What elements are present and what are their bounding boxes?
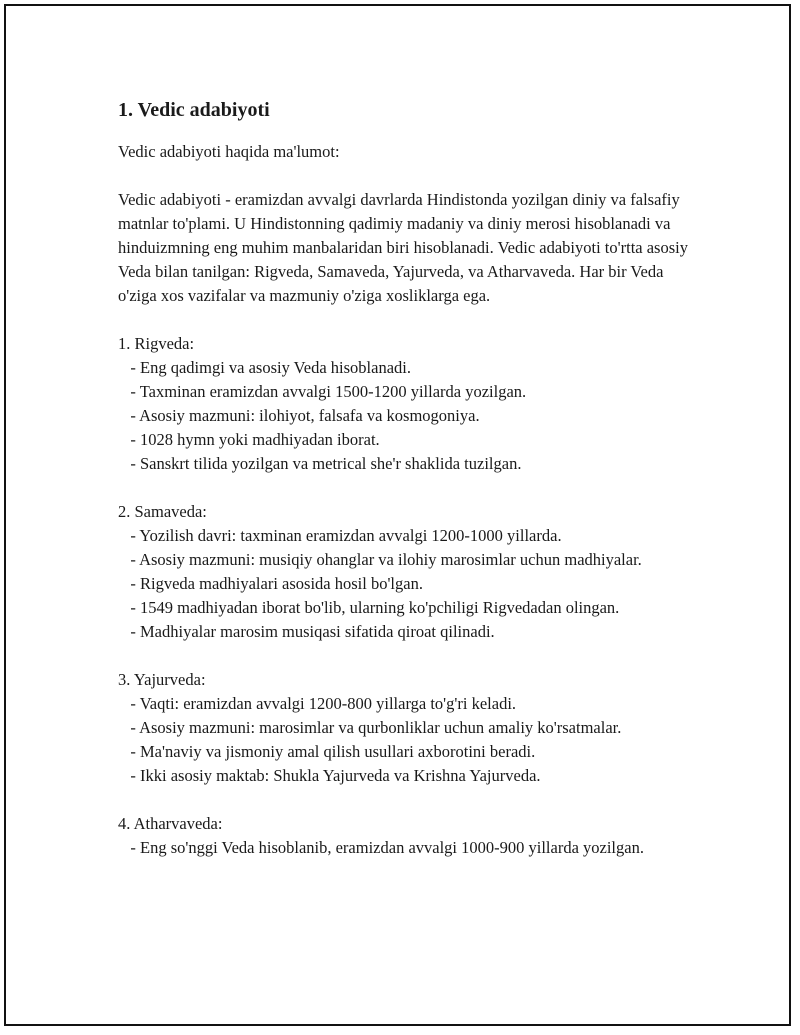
list-item: - Asosiy mazmuni: marosimlar va qurbonliklar uchun amaliy ko'rsatmalar. [118, 718, 622, 737]
list-item: - Madhiyalar marosim musiqasi sifatida qiroat qilinadi. [118, 622, 495, 641]
list-item: - 1028 hymn yoki madhiyadan iborat. [118, 430, 380, 449]
list-item: - Ikki asosiy maktab: Shukla Yajurveda va Krishna Yajurveda. [118, 766, 541, 785]
section-title: 4. Atharvaveda: [118, 814, 223, 833]
list-item: - Yozilish davri: taxminan eramizdan avvalgi 1200-1000 yillarda. [118, 526, 562, 545]
document-subtitle: Vedic adabiyoti haqida ma'lumot: [118, 142, 340, 161]
list-item: - Asosiy mazmuni: ilohiyot, falsafa va kosmogoniya. [118, 406, 480, 425]
section-list [118, 524, 718, 644]
section-title: 2. Samaveda: [118, 502, 207, 521]
list-item: - 1549 madhiyadan iborat bo'lib, ularning ko'pchiligi Rigvedadan olingan. [118, 598, 620, 617]
list-item: - Taxminan eramizdan avvalgi 1500-1200 yillarda yozilgan. [118, 382, 527, 401]
section-atharvaveda [118, 812, 718, 860]
list-item: - Rigveda madhiyalari asosida hosil bo'lgan. [118, 574, 423, 593]
list-item: - Asosiy mazmuni: musiqiy ohanglar va ilohiy marosimlar uchun madhiyalar. [118, 550, 642, 569]
document-content [118, 96, 718, 860]
section-yajurveda [118, 668, 718, 788]
section-rigveda [118, 332, 718, 476]
section-title: 1. Rigveda: [118, 334, 195, 353]
intro-paragraph: Vedic adabiyoti - eramizdan avvalgi davrlarda Hindistonda yozilgan diniy va falsafiy matnlar to'plami. U Hindistonning qadimiy madaniy va diniy merosi hisoblanadi va hinduizmning eng muhim manbalaridan biri hisoblanadi. Vedic adabiyoti to'rtta asosiy Veda bilan tanilgan: Rigveda, Samaveda, Yajurveda, va Atharvaveda. Har bir Veda o'ziga xos vazifalar va mazmuniy o'ziga xosliklarga ega. [118, 190, 688, 305]
document-title: 1. Vedic adabiyoti [118, 99, 270, 121]
section-list [118, 356, 718, 476]
list-item: - Eng qadimgi va asosiy Veda hisoblanadi. [118, 358, 411, 377]
section-list [118, 836, 718, 860]
section-samaveda [118, 500, 718, 644]
list-item: - Ma'naviy va jismoniy amal qilish usullari axborotini beradi. [118, 742, 536, 761]
list-item: - Vaqti: eramizdan avvalgi 1200-800 yillarga to'g'ri keladi. [118, 694, 517, 713]
section-list [118, 692, 718, 788]
document-page [4, 4, 791, 1026]
list-item: - Eng so'nggi Veda hisoblanib, eramizdan avvalgi 1000-900 yillarda yozilgan. [118, 838, 644, 857]
section-title: 3. Yajurveda: [118, 670, 206, 689]
list-item: - Sanskrt tilida yozilgan va metrical she'r shaklida tuzilgan. [118, 454, 522, 473]
